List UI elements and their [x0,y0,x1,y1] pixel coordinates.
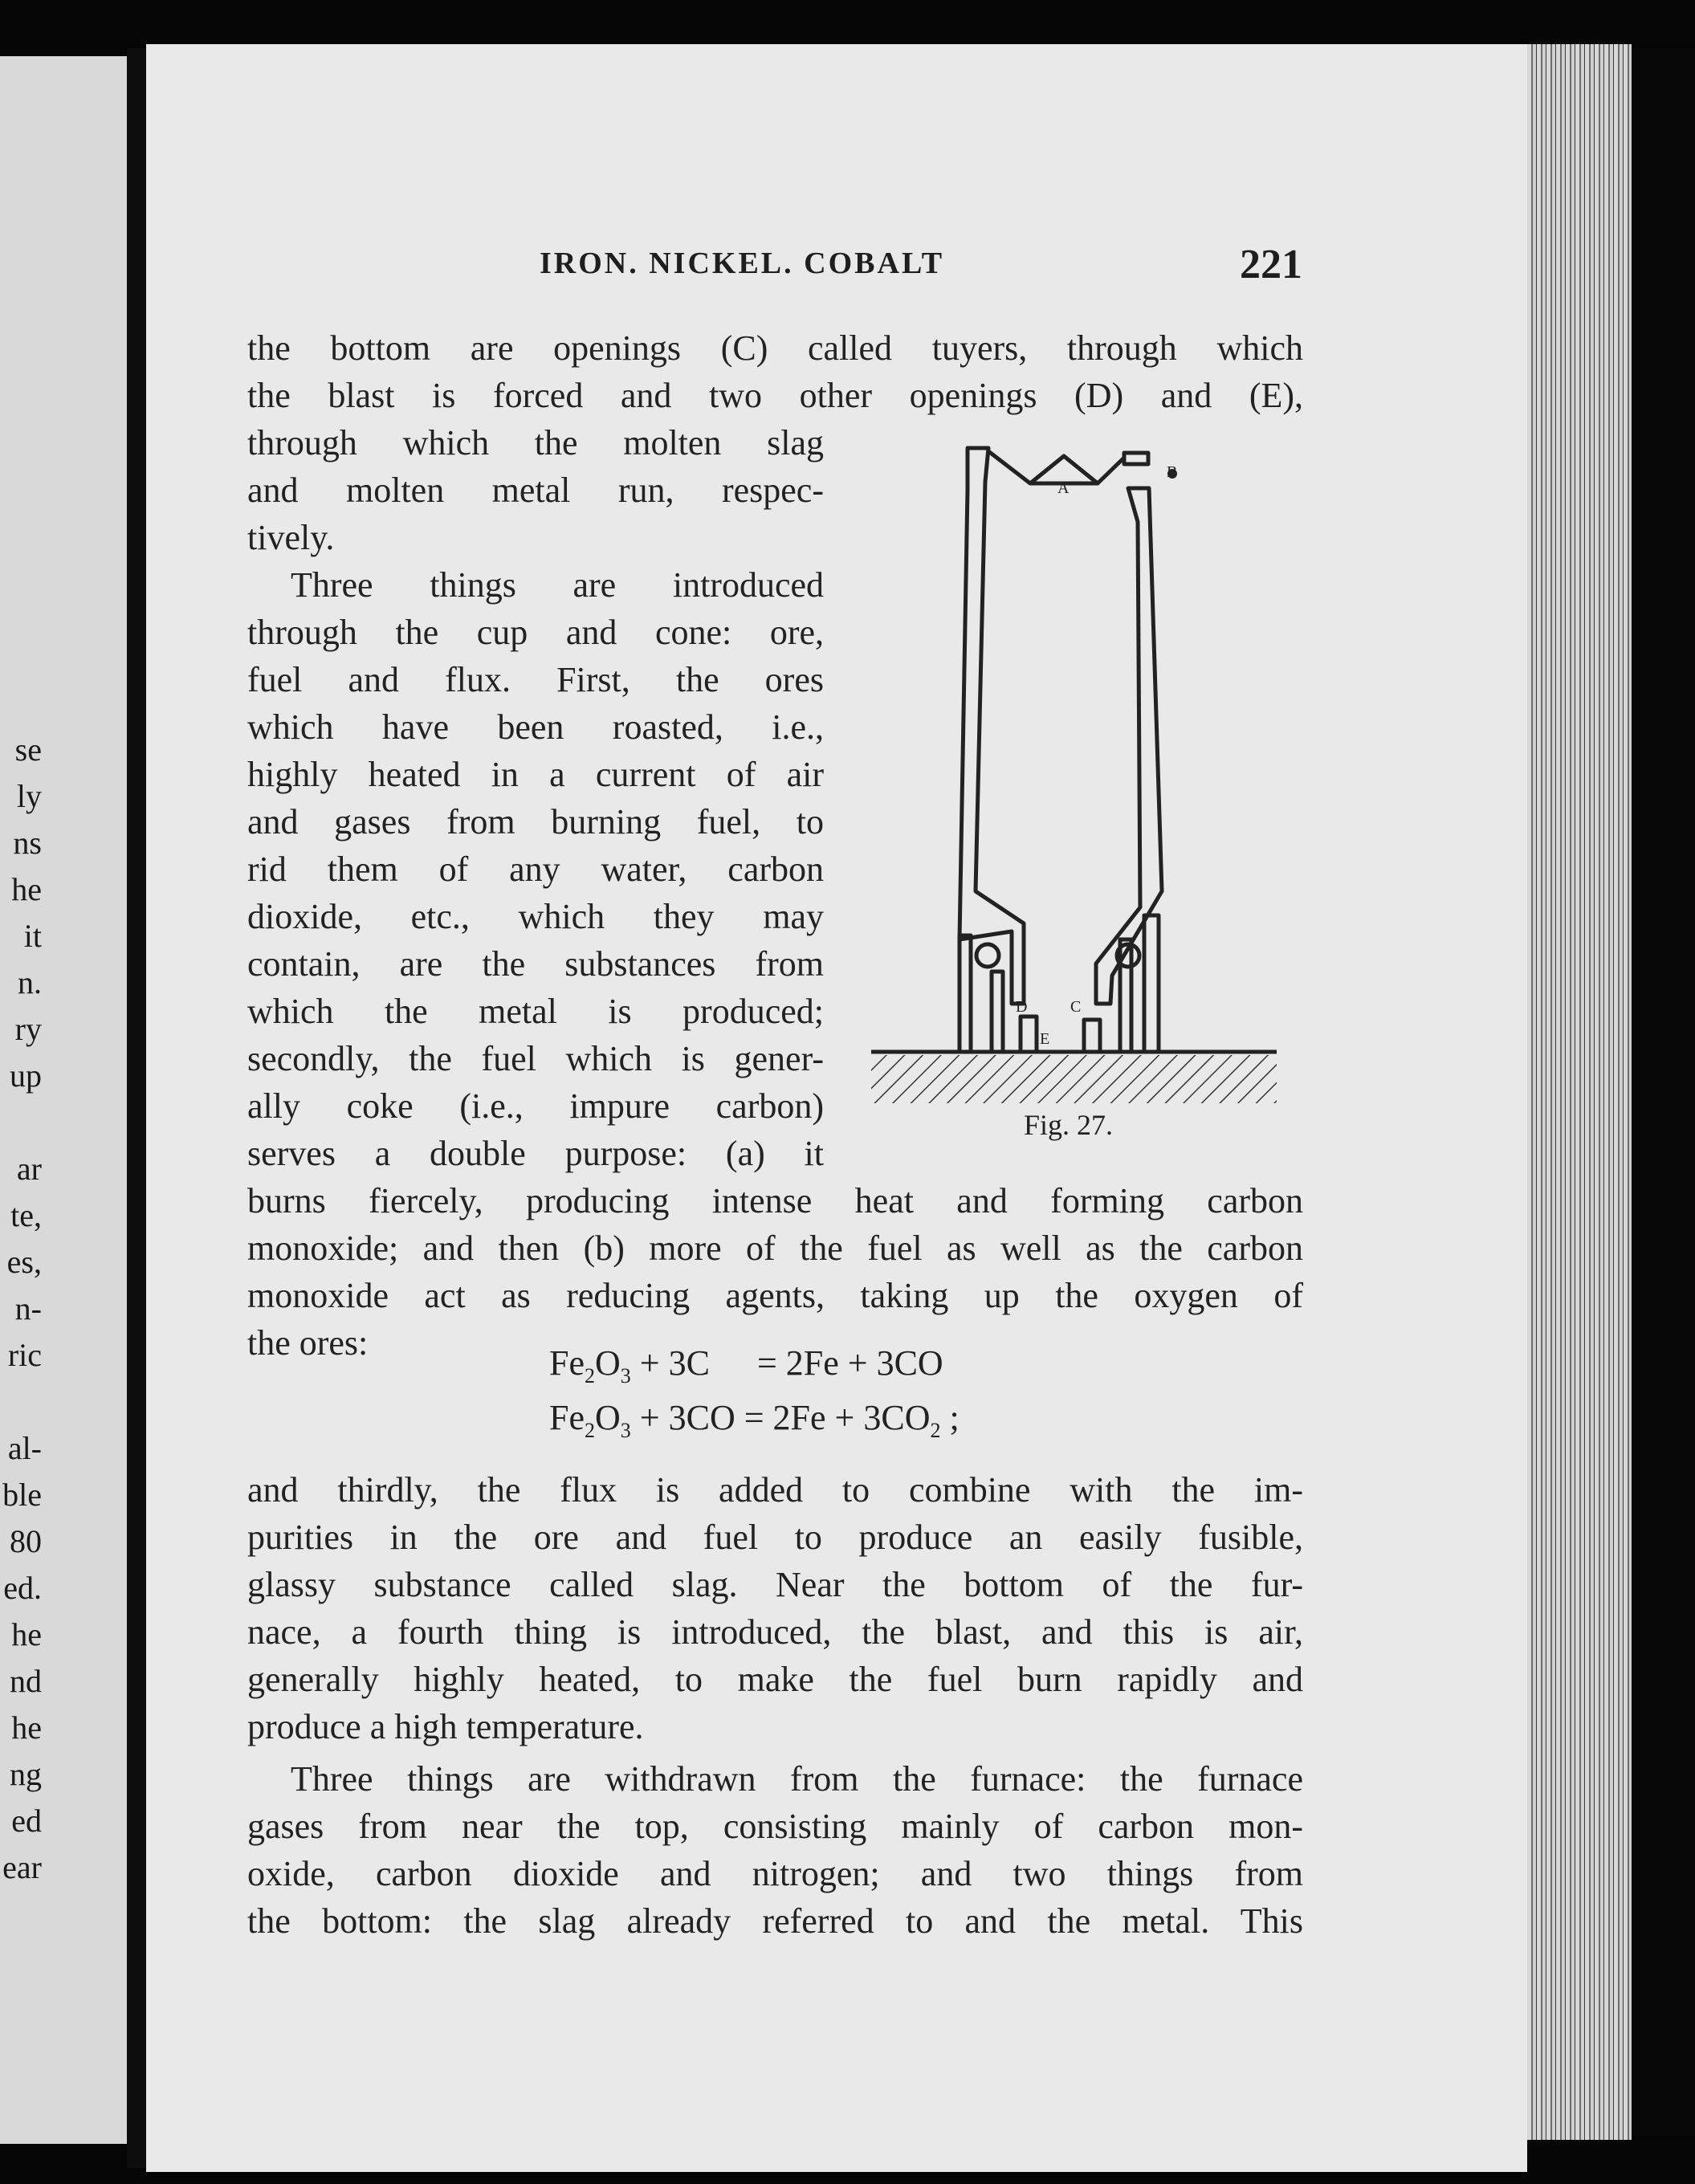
left-support [960,935,971,1052]
text-line: tively. [247,518,335,557]
text-line: gases from near the top, consisting mainly of carbon mon- [247,1807,1303,1846]
fragment [0,1379,48,1425]
fragment: it [23,918,42,954]
right-furnace-wall [1096,488,1162,1004]
text-line: which the metal is produced; [247,992,824,1031]
text-line: fuel and flux. First, the ores [247,660,824,699]
fragment: ble [2,1477,42,1513]
text-line: monoxide act as reducing agents, taking up the oxygen of [247,1276,1303,1315]
book-cover-edge [1632,48,1695,2136]
text-line: rid them of any water, carbon [247,850,824,889]
fragment: ns [13,825,42,861]
equation-1: $Fe_2O_3 + 3C = 2Fe + 3CO$ [549,1343,943,1387]
text-line: and molten metal run, respec- [247,471,824,510]
page-number: 221 [1240,242,1302,287]
fragment: nd [10,1663,42,1699]
fragment: n. [18,964,42,1000]
text-line: monoxide; and then (b) more of the fuel as well as the carbon [247,1228,1303,1268]
text-line: the bottom: the slag already referred to and the metal. This [247,1901,1303,1941]
label-b: B [1167,463,1178,481]
text-line: burns fiercely, producing intense heat and forming carbon [247,1181,1303,1220]
text-line: Three things are introduced [291,565,824,605]
left-tuyere [976,944,999,967]
text-line: through the cup and cone: ore, [247,613,824,652]
fragment: ear [2,1849,42,1885]
right-support [1144,915,1159,1052]
fragment: al- [7,1430,42,1466]
text-line: nace, a fourth thing is introduced, the blast, and this is air, [247,1612,1303,1652]
fragment: he [11,1709,42,1746]
equation-2: $Fe_2O_3 + 3CO = 2Fe + 3CO_2$ ; [549,1398,960,1442]
figure-caption: Fig. 27. [1024,1109,1114,1141]
text-line: and gases from burning fuel, to [247,802,824,841]
fragment: n- [14,1290,42,1326]
text-line: contain, are the substances from [247,944,824,984]
fragment: se [14,731,42,768]
left-support-2 [992,972,1003,1052]
text-line: which have been roasted, i.e., [247,707,824,747]
text-line: the bottom are openings (C) called tuyers, through which [247,328,1303,368]
fragment: ed. [3,1570,42,1606]
fragment [0,1099,48,1146]
text-line: glassy substance called slag. Near the bottom of the fur- [247,1565,1303,1604]
running-header [540,241,1302,289]
blast-furnace-diagram [863,442,1301,1108]
slag-notch [1021,1017,1037,1052]
label-a: A [1057,479,1070,497]
text-line: highly heated in a current of air [247,755,824,794]
fragment: ar [16,1151,42,1187]
left-furnace-wall [960,448,1024,1004]
text-line: produce a high temperature. [247,1707,644,1746]
fragment: ng [10,1756,42,1792]
text-line: ally coke (i.e., impure carbon) [247,1086,824,1126]
text-line: the blast is forced and two other openings (D) and (E), [247,376,1303,415]
text-line: oxide, carbon dioxide and nitrogen; and two things from [247,1854,1303,1893]
text-line: purities in the ore and fuel to produce an easily fusible, [247,1518,1303,1557]
fragment: ed [11,1803,42,1839]
text-line: Three things are withdrawn from the furnace: the furnace [291,1759,1303,1799]
fragment: ry [14,1011,42,1047]
fragment: te, [10,1197,42,1233]
fragment: up [10,1057,42,1094]
gas-outlet [1124,453,1148,464]
facing-page-fragments [0,727,48,1891]
chapter-title: IRON. NICKEL. COBALT [540,247,945,280]
cup-rim [988,451,1124,483]
fragment: ly [16,778,42,814]
fragment: es, [6,1244,42,1280]
fragment: ric [7,1337,42,1373]
fragment: he [11,1616,42,1652]
label-e: E [1040,1030,1050,1048]
fragment: he [11,871,42,907]
tap-hole [1084,1020,1100,1052]
text-line: serves a double purpose: (a) it [247,1134,824,1173]
book-gutter [127,48,146,2168]
label-c: C [1070,998,1082,1016]
text-line: secondly, the fuel which is gener- [247,1039,824,1078]
fragment: 80 [10,1523,42,1559]
text-line: dioxide, etc., which they may [247,897,824,936]
ground-hatch [871,1055,1277,1103]
text-line: generally highly heated, to make the fuel burn rapidly and [247,1660,1303,1699]
page-edges [1527,44,1632,2140]
text-line: the ores: [247,1323,369,1363]
text-line: through which the molten slag [247,423,824,462]
text-line: and thirdly, the flux is added to combine with the im- [247,1470,1303,1510]
label-d: D [1016,998,1028,1016]
